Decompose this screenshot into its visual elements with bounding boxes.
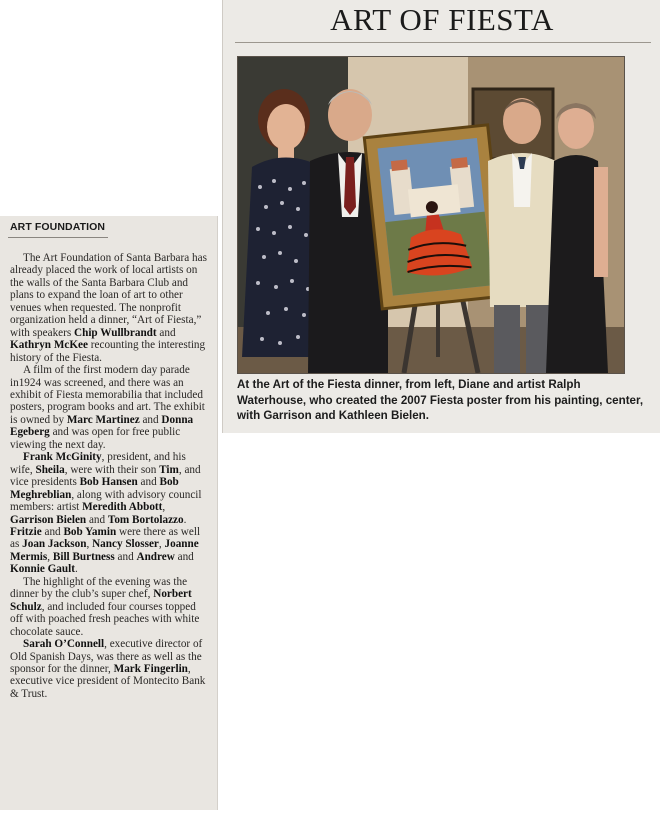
article-paragraph bbox=[10, 576, 209, 638]
person-name: Konnie Gault bbox=[10, 563, 75, 576]
person-name: Bob Yamin bbox=[63, 525, 117, 538]
column-heading: ART FOUNDATION bbox=[10, 221, 106, 233]
paragraph-text: , bbox=[162, 501, 166, 514]
paragraph-text: , and included four courses topped off with poached fresh peaches with white chocolate sauce. bbox=[10, 600, 200, 638]
article-paragraph bbox=[10, 252, 209, 364]
feature-title: ART OF FIESTA bbox=[330, 2, 554, 37]
art-foundation-column bbox=[0, 216, 218, 810]
paragraph-text: , and vice presidents bbox=[10, 463, 201, 489]
paragraph-text: The highlight of the evening was the dinner by the club’s super chef, bbox=[10, 575, 188, 601]
paragraph-text: were there as well as bbox=[10, 525, 201, 551]
person-name: Frank McGinity bbox=[23, 451, 102, 464]
person-name: Sheila bbox=[35, 463, 65, 476]
paragraph-text: and bbox=[86, 513, 108, 526]
paragraph-text: and bbox=[156, 326, 176, 339]
event-photo bbox=[237, 56, 625, 374]
person-name: Meredith Abbott bbox=[82, 501, 163, 514]
paragraph-text: , were with their son bbox=[64, 463, 160, 476]
paragraph-text: , bbox=[47, 550, 53, 563]
article-paragraph bbox=[10, 364, 209, 451]
paragraph-text: , executive director of Old Spanish Days, was there as well as the sponsor for the dinner, bbox=[10, 638, 203, 675]
person-name: Fritzie bbox=[10, 525, 42, 538]
person-name: Garrison Bielen bbox=[10, 513, 87, 526]
person-name: Bob Meghreblian bbox=[10, 476, 179, 501]
title-rule bbox=[235, 42, 651, 43]
person-name: Bill Burtness bbox=[52, 550, 115, 563]
person-name: Donna Egeberg bbox=[10, 413, 194, 439]
photo-caption: At the Art of the Fiesta dinner, from left, Diane and artist Ralph Waterhouse, who created the 2007 Fiesta poster from his painting, center, with Garrison and Kathleen Bielen. bbox=[237, 378, 644, 423]
paragraph-text: . bbox=[183, 513, 187, 526]
person-name: Andrew bbox=[136, 550, 175, 563]
person-name: Norbert Schulz bbox=[10, 588, 192, 613]
paragraph-text: , along with advisory council members: artist bbox=[10, 488, 202, 514]
paragraph-text: and bbox=[41, 525, 64, 538]
person-name: Joanne Mermis bbox=[10, 538, 199, 563]
paragraph-text: A film of the first modern day parade in1924 was screened, and there was an exhibit of Fiesta memorabilia that included posters, program books and art. The exhibit is owned by bbox=[10, 364, 205, 426]
paragraph-text: and bbox=[139, 413, 162, 426]
person-name: Bob Hansen bbox=[79, 476, 138, 489]
heading-rule bbox=[8, 237, 108, 238]
person-name: Joan Jackson bbox=[22, 538, 87, 551]
paragraph-text: and bbox=[174, 550, 194, 563]
person-name: Kathryn McKee bbox=[10, 339, 88, 352]
paragraph-text: and bbox=[114, 550, 137, 563]
event-photo-illustration bbox=[238, 57, 624, 373]
paragraph-text: , president, and his wife, bbox=[10, 451, 186, 476]
paragraph-text: , executive vice president of Montecito Bank & Trust. bbox=[10, 662, 206, 700]
person-name: Marc Martinez bbox=[66, 413, 140, 426]
person-name: Mark Fingerlin bbox=[113, 662, 188, 675]
paragraph-text: recounting the interesting history of the Fiesta. bbox=[10, 339, 206, 364]
paragraph-text: , bbox=[158, 538, 165, 551]
person-name: Nancy Slosser bbox=[92, 538, 159, 551]
article-paragraph bbox=[10, 451, 209, 576]
paragraph-text: , bbox=[86, 538, 93, 551]
paragraph-text: and bbox=[137, 476, 160, 489]
article-paragraph bbox=[10, 638, 209, 700]
paragraph-text: . bbox=[74, 563, 78, 576]
person-name: Sarah O’Connell bbox=[23, 638, 105, 651]
article-body bbox=[10, 252, 209, 700]
person-name: Chip Wullbrandt bbox=[74, 326, 157, 339]
person-name: Tim bbox=[159, 463, 179, 476]
paragraph-text: The Art Foundation of Santa Barbara has already placed the work of local artists on the walls of the Santa Barbara Club and plans to expand the loan of art to other venues when requested. The nonprofit organization held a dinner, “Art of Fiesta,” with speakers bbox=[10, 252, 207, 339]
person-name: Tom Bortolazzo bbox=[107, 513, 184, 526]
art-of-fiesta-clipping bbox=[222, 0, 660, 433]
paragraph-text: and was open for free public viewing the next day. bbox=[10, 426, 181, 451]
